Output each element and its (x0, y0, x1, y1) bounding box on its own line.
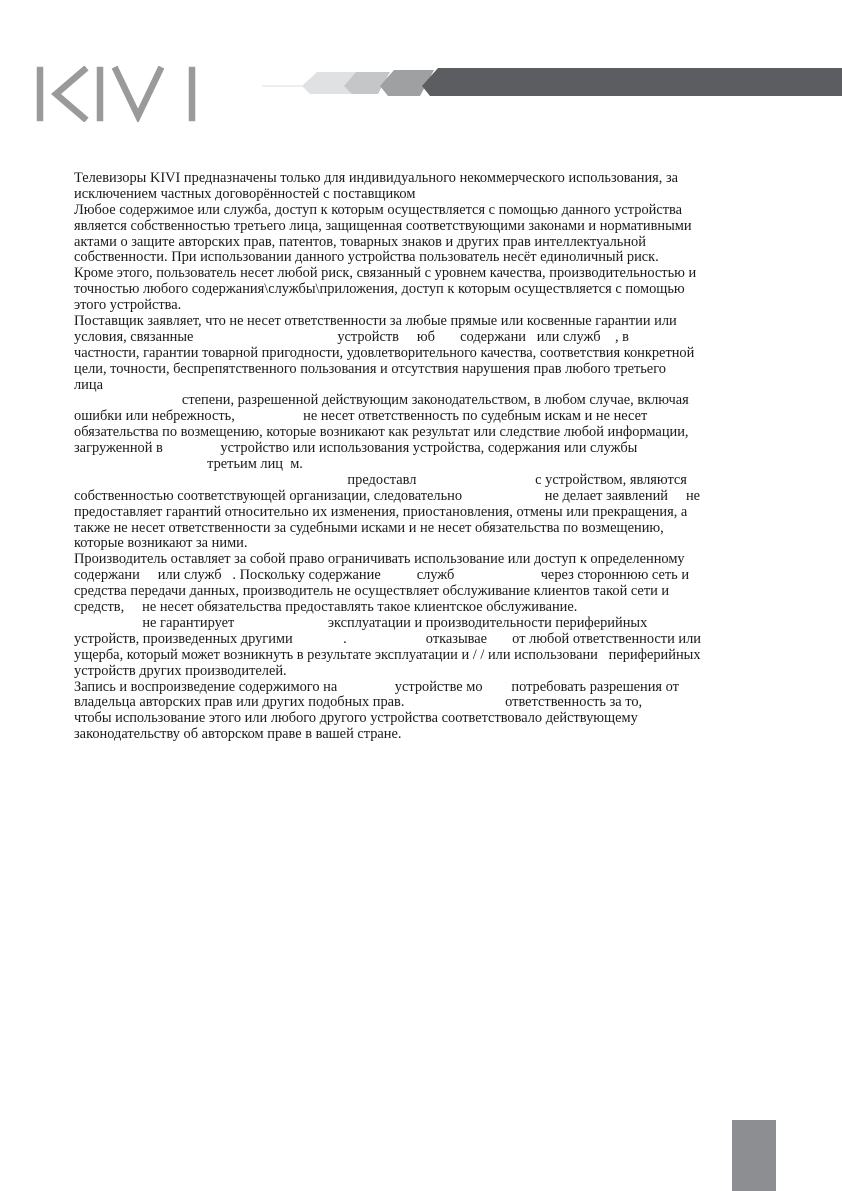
text-line: обязательства по возмещению, которые возникают как результат или следствие любой информации, (74, 424, 689, 441)
terms-text (74, 171, 774, 743)
text-line: не гарантирует эксплуатации и производительности периферийных (74, 614, 648, 631)
text-line: ошибки или небрежность, не несет ответственность по судебным искам и не несет (74, 408, 648, 425)
page-tab (732, 1120, 776, 1191)
text-line: чтобы использование этого или любого другого устройства соответствовало действующему (74, 710, 638, 727)
text-line: Кроме этого, пользователь несет любой риск, связанный с уровнем качества, производительностью и (74, 265, 697, 282)
text-line: Любое содержимое или служба, доступ к которым осуществляется с помощью данного устройства (74, 201, 683, 218)
text-line: цели, точности, беспрепятственного пользования и отсутствия нарушения прав любого третьего (74, 360, 666, 377)
kivi-logo (34, 66, 204, 122)
text-line: владельца авторских прав или других подобных прав. ответственность за то, (74, 694, 643, 711)
text-line: содержани или служб . Поскольку содержание служб через стороннюю сеть и (74, 567, 690, 584)
text-line: Поставщик заявляет, что не несет ответственности за любые прямые или косвенные гарантии или (74, 313, 677, 330)
text-line: точностью любого содержания\службы\приложения, доступ к которым осуществляется с помощью (74, 281, 685, 298)
text-line: Запись и воспроизведение содержимого на устройстве мо потребовать разрешения от (74, 678, 679, 695)
text-line: собственности. При использовании данного устройства пользователь несёт единоличный риск. (74, 249, 659, 266)
text-line: является собственностью третьего лица, защищенная соответствующими законами и нормативными (74, 217, 692, 234)
text-line: условия, связанные устройств юб содержани или служб , в (74, 328, 629, 345)
text-line: лица (74, 376, 103, 393)
text-line: третьим лиц м. (74, 456, 303, 473)
text-line: этого устройства. (74, 297, 182, 314)
text-line: частности, гарантии товарной пригодности, удовлетворительного качества, соответствия конкретной (74, 344, 695, 361)
text-line: Производитель оставляет за собой право ограничивать использование или доступ к определенному (74, 551, 685, 568)
header-band (262, 68, 842, 98)
text-line: Телевизоры KIVI предназначены только для индивидуального некоммерческого использования, за (74, 170, 679, 186)
text-line: средств, не несет обязательства предоставлять такое клиентское обслуживание. (74, 599, 578, 616)
text-line: устройств других производителей. (74, 662, 287, 679)
text-line: также не несет ответственности за судебными исками и не несет обязательства по возмещению, (74, 519, 664, 536)
text-line: которые возникают за ними. (74, 535, 248, 552)
text-line: актами о защите авторских прав, патентов, товарных знаков и других прав интеллектуальной (74, 233, 646, 250)
text-line: предоставл с устройством, являются (74, 471, 687, 488)
text-line: степени, разрешенной действующим законодательством, в любом случае, включая (74, 392, 689, 409)
text-line: исключением частных договорённостей с поставщиком (74, 185, 416, 202)
text-line: загруженной в устройство или использования устройства, содержания или службы (74, 440, 638, 457)
text-line: устройств, произведенных другими . отказывае от любой ответственности или (74, 630, 701, 647)
text-line: средства передачи данных, производитель не осуществляет обслуживание клиентов такой сети и (74, 583, 670, 600)
text-line: собственностью соответствующей организации, следовательно не делает заявлений не (74, 487, 701, 504)
text-line: предоставляет гарантий относительно их изменения, приостановления, отмены или прекращения, а (74, 503, 688, 520)
text-line: ущерба, который может возникнуть в результате эксплуатации и / / или использовани периферийных (74, 646, 701, 663)
text-line: законодательству об авторском праве в вашей стране. (74, 726, 402, 743)
